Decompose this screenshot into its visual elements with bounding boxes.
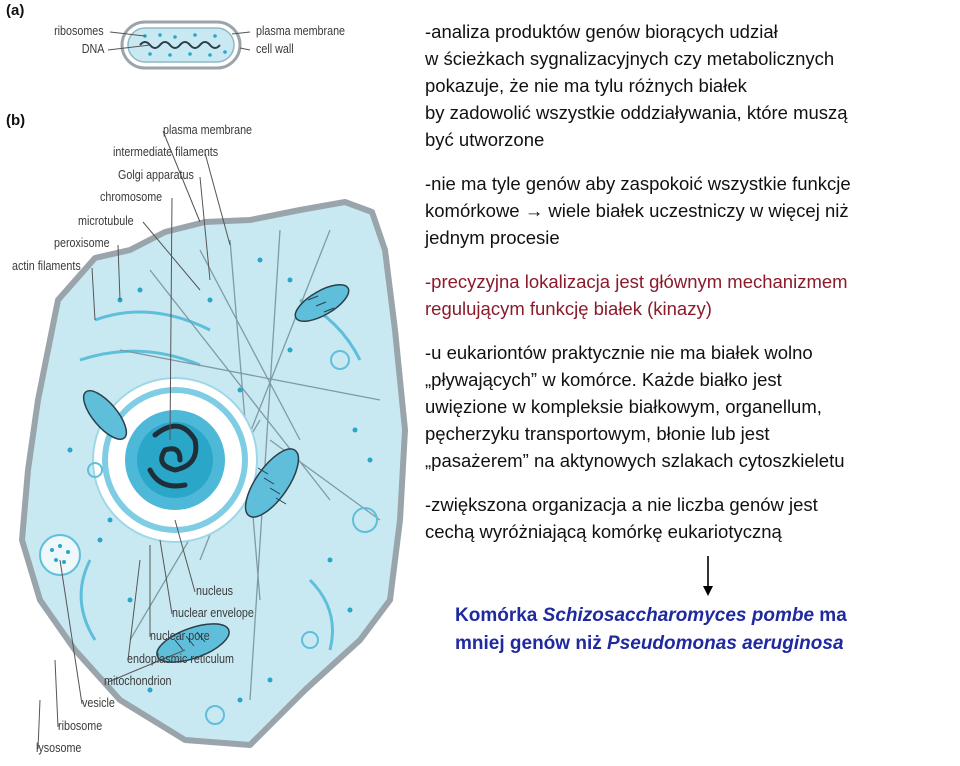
text-line: by zadowolić wszystkie oddziaływania, które muszą (425, 102, 848, 123)
label-cell-wall: cell wall (256, 42, 294, 56)
label-plasma-membrane-b: plasma membrane (163, 123, 253, 137)
text-line: -precyzyjna lokalizacja jest głównym mechanizmem (425, 271, 848, 292)
label-microtubule: microtubule (78, 214, 134, 228)
label-vesicle: vesicle (82, 696, 115, 710)
label-lysosome: lysosome (36, 741, 82, 755)
text-line: jednym procesie (425, 227, 560, 248)
cell-illustration (0, 0, 420, 761)
conclusion-line-2 (455, 630, 955, 658)
conclusion-text (455, 602, 955, 658)
cell-figure (0, 0, 420, 761)
label-intermediate-filaments: intermediate filaments (113, 145, 219, 159)
label-mitochondrion: mitochondrion (104, 674, 172, 688)
text-line: „pasażerem” na aktynowych szlakach cytoszkieletu (425, 450, 845, 471)
text-fragment: wiele białek uczestniczy w więcej niż (548, 200, 849, 221)
down-arrow-icon (700, 556, 716, 596)
label-ribosomes: ribosomes (54, 24, 104, 38)
text-line: -nie ma tyle genów aby zaspokoić wszystkie funkcje (425, 173, 851, 194)
label-plasma-membrane-a: plasma membrane (256, 24, 346, 38)
label-ribosome: ribosome (58, 719, 103, 733)
text-line: być utworzone (425, 129, 545, 150)
bullet-text (425, 18, 960, 545)
right-arrow-icon: → (524, 200, 544, 221)
text-line (425, 197, 960, 224)
label-dna: DNA (81, 42, 104, 56)
text-line: cechą wyróżniającą komórkę eukariotyczną (425, 521, 782, 542)
paragraph-3 (425, 268, 960, 322)
text-line: -u eukariontów praktycznie nie ma białek wolno (425, 342, 813, 363)
paragraph-5 (425, 491, 960, 545)
label-actin-filaments: actin filaments (12, 259, 81, 273)
panel-b-label: (b) (6, 112, 26, 129)
text-fragment: mniej genów niż (455, 633, 608, 654)
label-nuclear-envelope: nuclear envelope (172, 606, 254, 620)
text-line: -zwiększona organizacja a nie liczba genów jest (425, 494, 818, 515)
species-name: Pseudomonas aeruginosa (607, 633, 844, 654)
prokaryote-cell (108, 22, 250, 68)
label-peroxisome: peroxisome (54, 236, 110, 250)
paragraph-2 (425, 170, 960, 251)
label-golgi: Golgi apparatus (118, 168, 194, 182)
text-line: uwięzione w kompleksie białkowym, organellum, (425, 396, 822, 417)
label-nucleus: nucleus (196, 584, 234, 598)
label-endoplasmic-reticulum: endoplasmic reticulum (127, 652, 234, 666)
text-line: regulującym funkcję białek (kinazy) (425, 298, 712, 319)
text-fragment: ma (814, 605, 847, 626)
label-chromosome: chromosome (100, 190, 163, 204)
text-line: pęcherzyku transportowym, błonie lub jest (425, 423, 770, 444)
species-name: Schizosaccharomyces pombe (542, 605, 815, 626)
text-fragment: Komórka (455, 605, 543, 626)
text-line: -analiza produktów genów biorących udział (425, 21, 778, 42)
text-line: „pływających” w komórce. Każde białko jest (425, 369, 782, 390)
text-line: pokazuje, że nie ma tylu różnych białek (425, 75, 747, 96)
conclusion-line-1 (455, 602, 955, 630)
label-nuclear-pore: nuclear pore (150, 629, 210, 643)
panel-a-label: (a) (6, 2, 25, 19)
paragraph-4 (425, 339, 960, 474)
text-line: w ścieżkach sygnalizacyjnych czy metabolicznych (425, 48, 835, 69)
paragraph-1 (425, 18, 960, 153)
text-fragment: komórkowe (425, 200, 525, 221)
